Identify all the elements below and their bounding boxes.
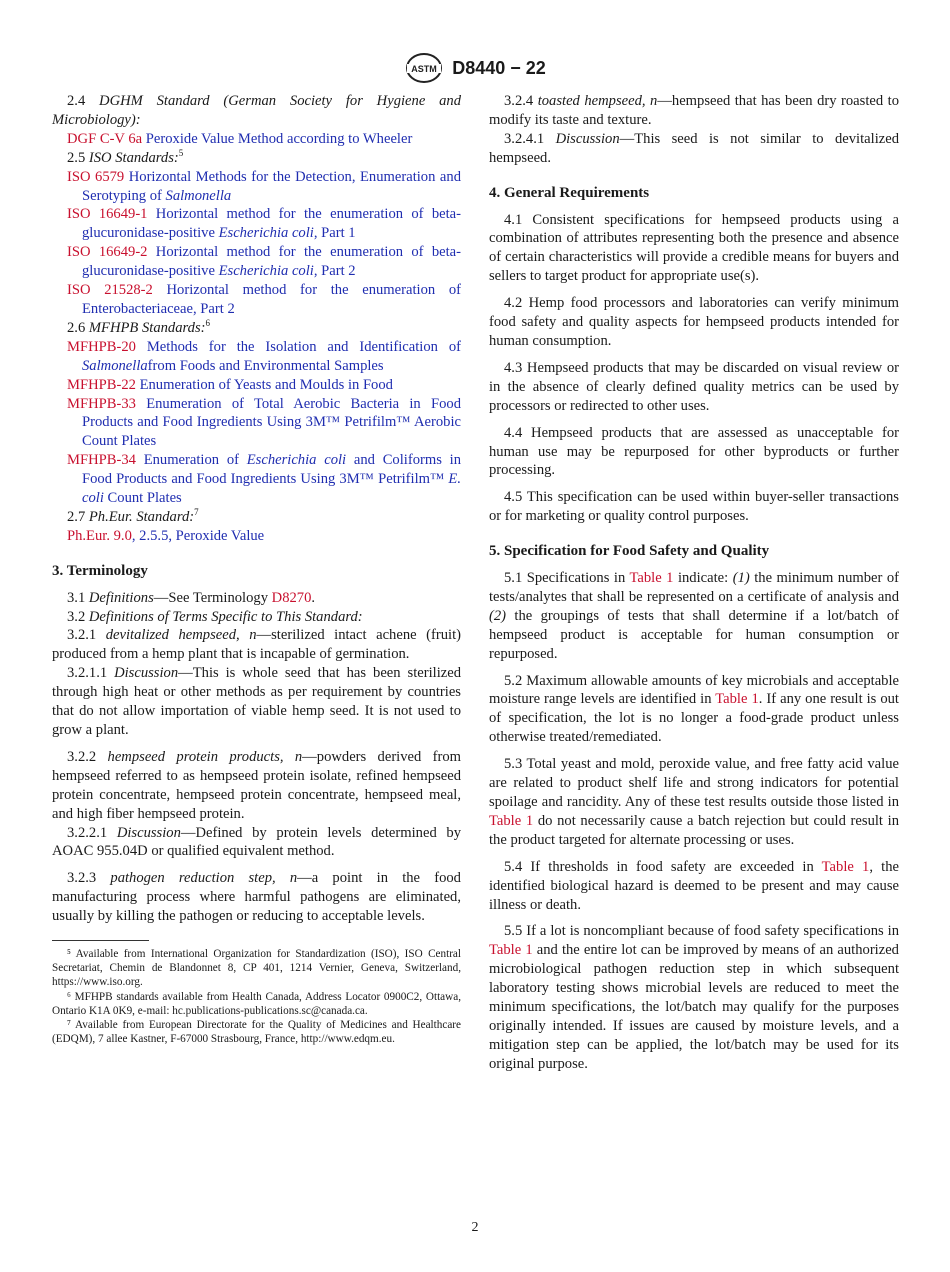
section-5-1: 5.1 Specifications in Table 1 indicate: (1) the minimum number of tests/analytes that shall be represented on a certificate of analysis and (2) the groupings of tests that shall determine if a lot/batch of hempseed product is acceptable for human consumption or repurposed. <box>489 570 900 662</box>
section-4-5: 4.5 This specification can be used within buyer-seller transactions or for marketing or quality control purposes. <box>489 489 899 525</box>
ref-ph-eur[interactable]: Ph.Eur. 9.0, 2.5.5, Peroxide Value <box>67 527 265 544</box>
section-2-4: 2.4 DGHM Standard (German Society for Hygiene and Microbiology): <box>52 93 461 128</box>
link-table-1[interactable]: Table 1 <box>821 858 870 875</box>
astm-logo-text: ASTM <box>411 64 437 74</box>
document-id: D8440 − 22 <box>452 57 546 78</box>
heading-terminology: 3. Terminology <box>52 562 148 579</box>
ref-dgf[interactable]: DGF C-V 6a Peroxide Value Method according to Wheeler <box>67 130 413 147</box>
section-4-1: 4.1 Consistent specifications for hempseed products using a combination of attributes representing both the presence and absence of certain characteristics will provide a credible means for buyers and sellers to target product for appropriate use(s). <box>489 211 899 285</box>
section-5-2: 5.2 Maximum allowable amounts of key microbials and acceptable moisture range levels are identified in Table 1. If any one result is out of specification, the lot is no longer a food-grade product unless otherwise treated/remediated. <box>489 672 899 746</box>
section-3-2-1: 3.2.1 devitalized hempseed, n—sterilized intact achene (fruit) produced from a hemp plant that is incapable of germination. <box>52 627 461 663</box>
page-header <box>0 52 950 84</box>
section-2-5: 2.5 ISO Standards:$^5$ <box>67 147 184 166</box>
footnote-5: ⁵ Available from International Organization for Standardization (ISO), ISO Central Secretariat, Chemin de Blandonnet 8, CP 401, 1214 Vernier, Geneva, Switzerland, https://www.iso.org. <box>52 948 461 989</box>
section-3-2-4-1: 3.2.4.1 Discussion—This seed is not similar to devitalized hempseed. <box>489 130 899 166</box>
footnote-divider <box>52 940 149 941</box>
section-3-2-2: 3.2.2 hempseed protein products, n—powders derived from hempseed referred to as hempseed protein isolate, refined hempseed protein concentrate, hempseed protein concentrate, hempseed meal, and high fiber hempseed protein. <box>52 748 462 822</box>
section-2-7: 2.7 Ph.Eur. Standard:$^7$ <box>67 507 199 525</box>
link-d8270[interactable]: D8270 <box>271 589 312 606</box>
ref-iso-21528-2[interactable]: ISO 21528-2 Horizontal method for the enumeration of Enterobacteriaceae, Part 2 <box>67 282 462 317</box>
right-column <box>489 92 899 1082</box>
section-5-3: 5.3 Total yeast and mold, peroxide value, and free fatty acid value are related to product shelf life and strong indicators for potential spoilage and rancidity. Any of these test results outside those listed in Table 1 do not necessarily cause a batch rejection but could result in the product targeted for alternate processing or uses. <box>489 756 899 848</box>
section-4-3: 4.3 Hempseed products that may be discarded on visual review or in the absence of clearly defined quality metrics can be used by processors or redirected to other uses. <box>489 359 899 414</box>
section-5-4: 5.4 If thresholds in food safety are exceeded in Table 1, the identified biological hazard is deemed to be present and may cause illness or death. <box>489 858 899 913</box>
section-5-5: 5.5 If a lot is noncompliant because of food safety specifications in Table 1 and the entire lot can be improved by means of an authorized microbiological pathogen reduction step in which subsequent laboratory testing shows microbial levels are reduced to meet the minimum specifications, the lot/batch may qualify for the purposes originally intended. If issues are caused by moisture levels, and a mitigation step can be applied, the lot/batch may be used for its original purpose. <box>489 923 899 1072</box>
footnote-7: ⁷ Available from European Directorate for the Quality of Medicines and Healthcare (EDQM), 7 allee Kastner, F-67000 Strasbourg, France, http://www.edqm.eu. <box>52 1019 461 1046</box>
ref-mfhpb-34[interactable]: MFHPB-34 Enumeration of Escherichia coli and Coliforms in Food Products and Food Ingredients Using 3M™ Petrifilm™ E. coli Count Plates <box>67 452 461 507</box>
ref-iso-16649-1[interactable]: ISO 16649-1 Horizontal method for the enumeration of beta-glucuronidase-positive Escherichia coli, Part 1 <box>67 206 461 242</box>
section-3-2-1-1: 3.2.1.1 Discussion—This is whole seed that has been sterilized through high heat or other methods as per requirement by countries that do not allow importation of viable hemp seed. It is not used to grow a plant. <box>52 665 461 738</box>
page-number: 2 <box>471 1220 479 1235</box>
ref-iso-16649-2[interactable]: ISO 16649-2 Horizontal method for the enumeration of beta-glucuronidase-positive Escherichia coli, Part 2 <box>67 244 461 280</box>
footnote-6: ⁶ MFHPB standards available from Health Canada, Address Locator 0900C2, Ottawa, Ontario K1A 0K9, e-mail: hc.publications-publications.sc@canada.ca. <box>52 990 461 1017</box>
link-table-1[interactable]: Table 1 <box>715 691 759 708</box>
link-table-1[interactable]: Table 1 <box>489 942 533 959</box>
left-column <box>52 92 461 1046</box>
link-table-1[interactable]: Table 1 <box>629 570 674 587</box>
link-table-1[interactable]: Table 1 <box>489 812 534 829</box>
section-3-2-2-1: 3.2.2.1 Discussion—Defined by protein levels determined by AOAC 955.04D or qualified equivalent method. <box>52 824 462 860</box>
heading-general-requirements: 4. General Requirements <box>489 184 650 201</box>
ref-mfhpb-20[interactable]: MFHPB-20 Methods for the Isolation and Identification of Salmonellafrom Foods and Environmental Samples <box>67 338 461 374</box>
ref-iso-6579[interactable]: ISO 6579 Horizontal Methods for the Detection, Enumeration and Serotyping of Salmonella <box>67 168 461 204</box>
section-3-2-3: 3.2.3 pathogen reduction step, n—a point in the food manufacturing process where harmful pathogens are eliminated, usually by killing the pathogen or reducing to acceptable levels. <box>52 870 461 925</box>
heading-food-safety: 5. Specification for Food Safety and Quality <box>489 543 770 560</box>
section-2-6: 2.6 MFHPB Standards:$^6$ <box>67 318 210 336</box>
section-3-2-4: 3.2.4 toasted hempseed, n—hempseed that has been dry roasted to modify its taste and texture. <box>489 93 900 128</box>
astm-logo-icon <box>404 52 444 84</box>
section-3-1: 3.1 Definitions—See Terminology D8270. <box>67 589 316 606</box>
ref-mfhpb-33[interactable]: MFHPB-33 Enumeration of Total Aerobic Bacteria in Food Products and Food Ingredients Using 3M™ Petrifilm™ Aerobic Count Plates <box>67 395 461 450</box>
section-4-2: 4.2 Hemp food processors and laboratories can verify minimum food safety and quality aspects for hempseed products intended for human consumption. <box>489 295 899 349</box>
ref-mfhpb-22[interactable]: MFHPB-22 Enumeration of Yeasts and Moulds in Food <box>67 376 393 393</box>
section-3-2: 3.2 Definitions of Terms Specific to This Standard: <box>67 608 363 625</box>
section-4-4: 4.4 Hempseed products that are assessed as unacceptable for human use may be repurposed for other byproducts or further processing. <box>489 424 899 479</box>
